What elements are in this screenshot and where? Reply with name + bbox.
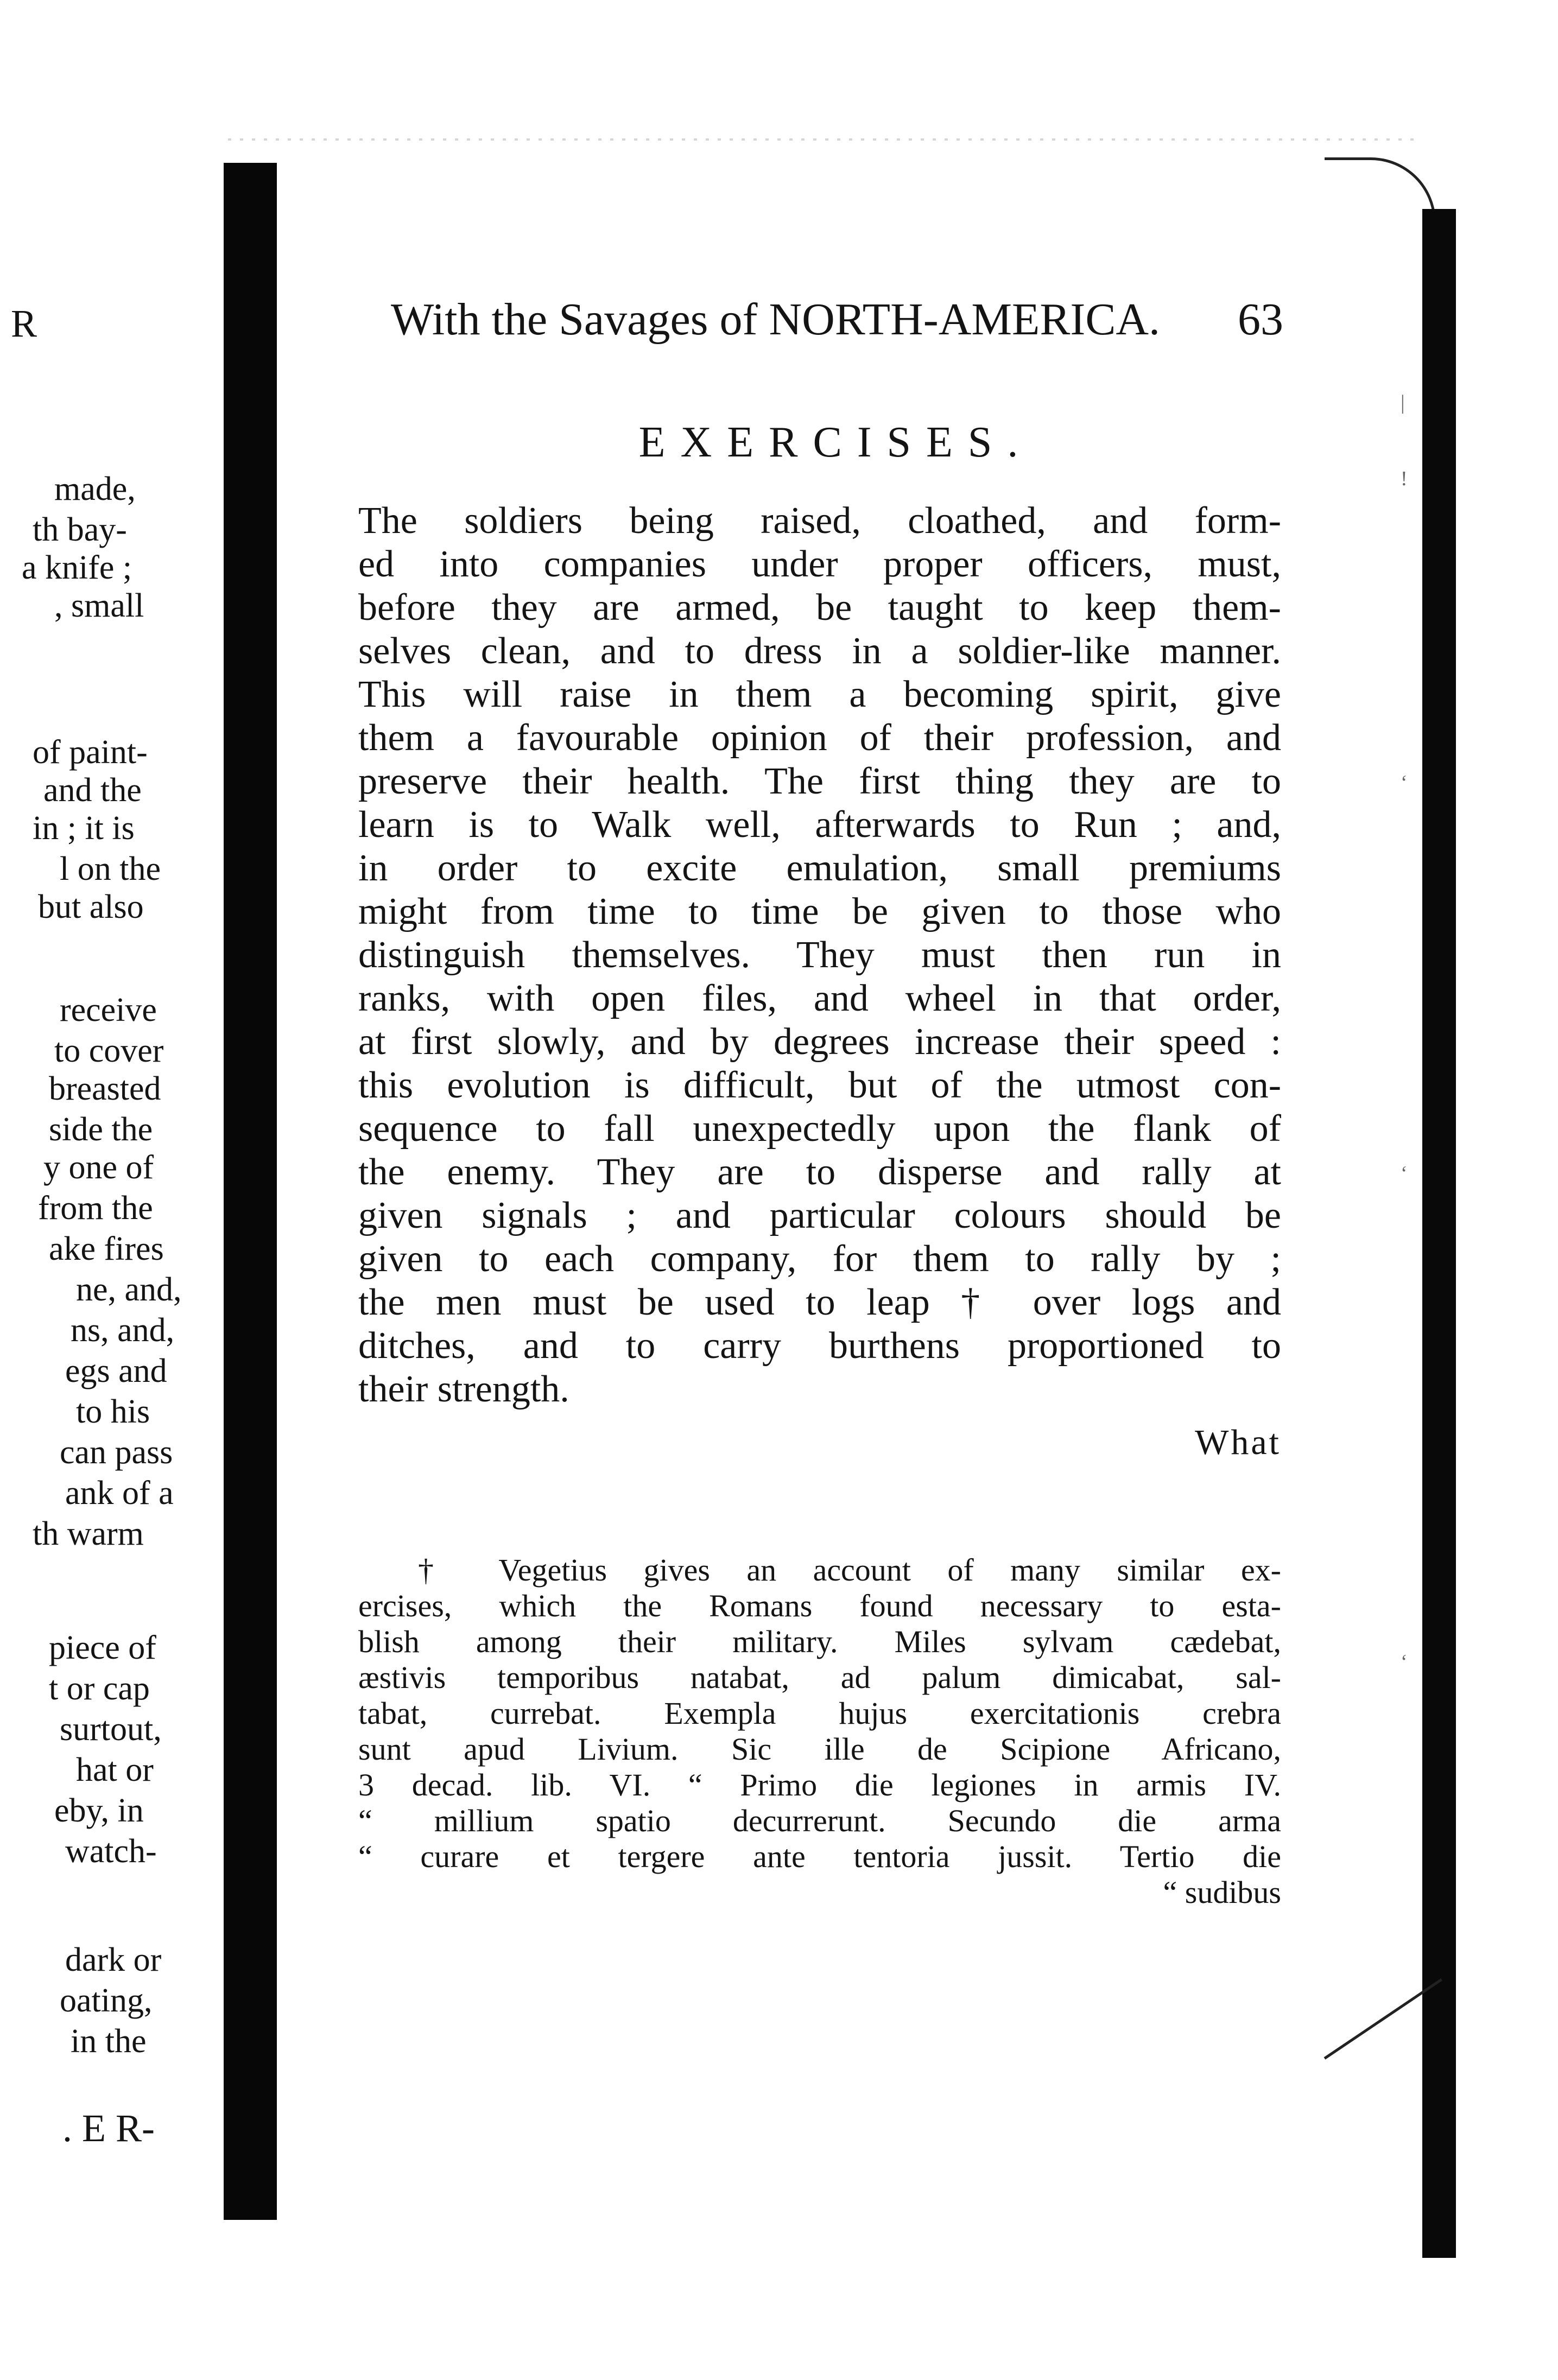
facing-page-line: made, bbox=[54, 471, 136, 507]
facing-page-line: from the bbox=[38, 1190, 153, 1227]
body-line: This will raise in them a becoming spirit, give bbox=[358, 674, 1281, 715]
facing-page-line: to his bbox=[76, 1393, 150, 1430]
facing-page-catchword: . E R- bbox=[62, 2106, 155, 2150]
facing-page-line: piece of bbox=[49, 1629, 156, 1666]
right-edge-shadow bbox=[1422, 209, 1456, 2258]
body-line: their strength. bbox=[358, 1368, 569, 1410]
facing-page-line: in the bbox=[71, 2023, 147, 2060]
body-line: ed into companies under proper officers, must, bbox=[358, 543, 1281, 585]
body-line: ranks, with open files, and wheel in that order, bbox=[358, 978, 1281, 1019]
body-line: might from time to time be given to those who bbox=[358, 891, 1281, 932]
facing-page-line: receive bbox=[60, 992, 157, 1029]
catchword-text: What bbox=[1195, 1423, 1281, 1462]
facing-page-line: ake fires bbox=[49, 1230, 164, 1267]
footnote-line: “ curare et tergere ante tentoria jussit. Tertio die bbox=[358, 1839, 1281, 1874]
body-line: The soldiers being raised, cloathed, and form- bbox=[358, 500, 1281, 542]
body-line: at first slowly, and by degrees increase their speed : bbox=[358, 1021, 1281, 1063]
body-line: sequence to fall unexpectedly upon the flank of bbox=[358, 1108, 1281, 1150]
footnote-line: sunt apud Livium. Sic ille de Scipione Africano, bbox=[358, 1731, 1281, 1767]
body-line: before they are armed, be taught to keep them- bbox=[358, 587, 1281, 629]
section-heading: EXERCISES. bbox=[638, 418, 1034, 466]
facing-page-line: oating, bbox=[60, 1982, 153, 2019]
body-line: distinguish themselves. They must then run in bbox=[358, 934, 1281, 976]
facing-page-line: ne, and, bbox=[76, 1271, 182, 1308]
footnote-line: æstivis temporibus natabat, ad palum dimicabat, sal- bbox=[358, 1660, 1281, 1695]
facing-page-line: dark or bbox=[65, 1941, 162, 1978]
footnote-line: 3 decad. lib. VI. “ Primo die legiones in armis IV. bbox=[358, 1767, 1281, 1803]
running-head bbox=[358, 293, 1281, 353]
facing-page-line: and the bbox=[43, 772, 142, 809]
footnote-line: “ millium spatio decurrerunt. Secundo die arma bbox=[358, 1803, 1281, 1838]
facing-page-line: breasted bbox=[49, 1070, 161, 1107]
facing-page-line: can pass bbox=[60, 1434, 173, 1471]
facing-page-line: but also bbox=[38, 888, 144, 925]
page-number: 63 bbox=[1238, 294, 1283, 345]
body-line: preserve their health. The first thing they are to bbox=[358, 760, 1281, 802]
gutter-shadow bbox=[224, 163, 277, 2220]
right-margin-specks: | ! ‘ ‘ ‘ bbox=[1401, 391, 1408, 1673]
body-line: given to each company, for them to rally by ; bbox=[358, 1238, 1281, 1280]
facing-page-line: in ; it is bbox=[33, 810, 135, 847]
running-head-title: With the Savages of NORTH-AMERICA. bbox=[391, 294, 1161, 345]
facing-page-line: ank of a bbox=[65, 1475, 174, 1512]
footnote-line: blish among their military. Miles sylvam cædebat, bbox=[358, 1624, 1281, 1659]
body-line: the enemy. They are to disperse and rally at bbox=[358, 1151, 1281, 1193]
facing-page-line: ns, and, bbox=[71, 1312, 175, 1349]
body-paragraph bbox=[358, 499, 1281, 1411]
facing-page-line: eby, in bbox=[54, 1792, 144, 1829]
facing-page-line: of paint- bbox=[33, 734, 148, 771]
facing-page-line: , small bbox=[54, 587, 144, 624]
facing-page-line: hat or bbox=[76, 1751, 154, 1788]
body-line: selves clean, and to dress in a soldier-like manner. bbox=[358, 630, 1281, 672]
facing-page-running-head: R bbox=[11, 302, 37, 345]
footnote-line: tabat, currebat. Exempla hujus exercitationis crebra bbox=[358, 1696, 1281, 1731]
facing-page-line: y one of bbox=[43, 1149, 154, 1186]
facing-page-fragment bbox=[0, 0, 217, 2380]
body-line: ditches, and to carry burthens proportioned to bbox=[358, 1325, 1281, 1367]
facing-page-line: l on the bbox=[60, 851, 161, 887]
body-line: in order to excite emulation, small premiums bbox=[358, 847, 1281, 889]
body-line: given signals ; and particular colours should be bbox=[358, 1195, 1281, 1236]
footnote-line: † Vegetius gives an account of many similar ex- bbox=[418, 1552, 1281, 1588]
body-line: this evolution is difficult, but of the utmost con- bbox=[358, 1064, 1281, 1106]
body-line: the men must be used to leap † over logs and bbox=[358, 1281, 1281, 1323]
scan-edge-top bbox=[228, 138, 1422, 141]
facing-page-line: a knife ; bbox=[22, 549, 132, 586]
facing-page-line: side the bbox=[49, 1111, 153, 1148]
facing-page-line: to cover bbox=[54, 1032, 164, 1069]
footnote-line: ercises, which the Romans found necessary to esta- bbox=[358, 1588, 1281, 1623]
catchword bbox=[358, 1422, 1281, 1471]
facing-page-line: t or cap bbox=[49, 1670, 150, 1707]
facing-page-line: watch- bbox=[65, 1833, 157, 1870]
facing-page-line: egs and bbox=[65, 1353, 167, 1389]
book-page bbox=[358, 293, 1281, 1911]
facing-page-line: th bay- bbox=[33, 511, 127, 548]
page-corner-curl bbox=[1325, 157, 1436, 269]
footnote bbox=[358, 1552, 1281, 1911]
facing-page-line: th warm bbox=[33, 1515, 144, 1552]
facing-page-line: surtout, bbox=[60, 1711, 162, 1748]
footnote-line: “ sudibus bbox=[1163, 1875, 1281, 1910]
body-line: learn is to Walk well, afterwards to Run ; and, bbox=[358, 804, 1281, 846]
body-line: them a favourable opinion of their profession, and bbox=[358, 717, 1281, 759]
